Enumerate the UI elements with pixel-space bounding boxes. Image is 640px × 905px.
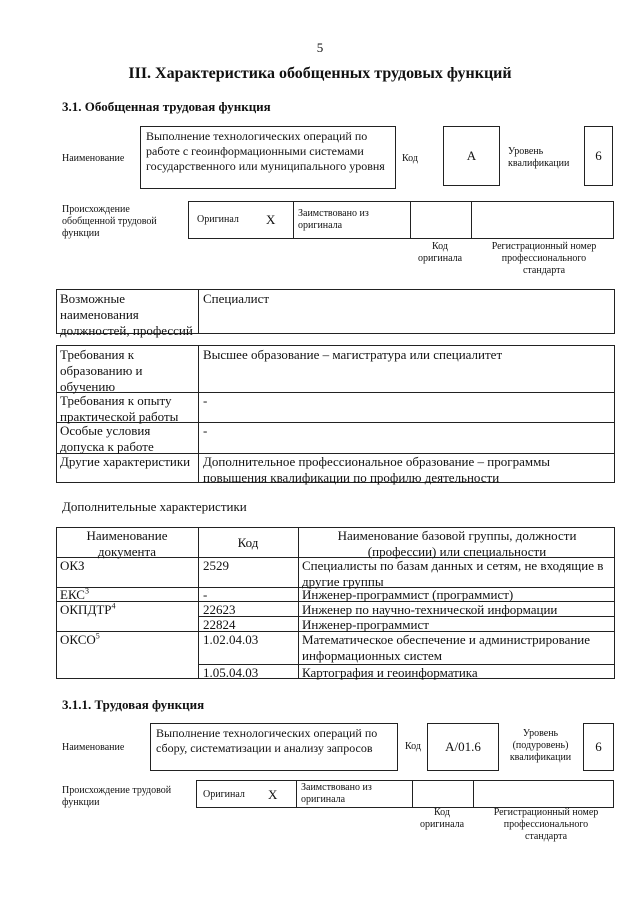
tf-original-mark: X — [268, 787, 278, 802]
table-row-code: 1.05.04.03 — [203, 665, 259, 680]
req-admission-value: - — [203, 423, 208, 438]
tf-name-box — [150, 723, 398, 771]
table-row-name: Инженер-программист — [302, 617, 429, 632]
table-row-doc: ЕКС$^3$ — [60, 586, 89, 602]
section-title: III. Характеристика обобщенных трудовых функций — [128, 65, 512, 82]
table-row-name: Картография и геоинформатика — [302, 665, 478, 680]
gtf-borrowed-label: Заимствовано из оригинала — [298, 208, 369, 231]
tf-code-value: A/01.6 — [445, 739, 481, 754]
positions-label: Возможные наименования должностей, профессий — [60, 291, 193, 338]
gtf-name-box — [140, 126, 396, 189]
col-doc-header: Наименование документа — [86, 528, 168, 559]
table-row-name: Специалисты по базам данных и сетям, не входящие в другие группы — [302, 558, 604, 589]
table-row-name: Математическое обеспечение и администрирование информационных систем — [302, 632, 591, 663]
req-education-label: Требования к образованию и обучению — [60, 347, 143, 394]
gtf-code-label: Код — [402, 153, 418, 164]
table-row-code: 1.02.04.03 — [203, 632, 259, 647]
table-row-code: - — [203, 587, 208, 602]
gtf-level-label: Уровень квалификации — [508, 146, 570, 169]
tf-code-original-label: Код оригинала — [419, 807, 465, 830]
tf-level-value: 6 — [595, 739, 602, 754]
tf-level-label: Уровень (подуровень) квалификации — [509, 728, 572, 763]
req-other-value: Дополнительное профессиональное образование – программы повышения квалификации по профилю деятельности — [203, 454, 551, 485]
req-experience-label: Требования к опыту практической работы — [60, 393, 179, 424]
table-row-code: 22623 — [203, 602, 236, 617]
tf-name-value: Выполнение технологических операций по сбору, систематизации и анализу запросов — [156, 726, 378, 755]
req-other-label: Другие характеристики — [60, 454, 191, 469]
col-code-header: Код — [237, 535, 259, 550]
gtf-code-original-label: Код оригинала — [417, 241, 463, 264]
tf-original-label: Оригинал — [203, 789, 245, 800]
table-row-doc: ОКЗ — [60, 558, 85, 573]
gtf-level-box — [584, 126, 613, 186]
gtf-original-label: Оригинал — [197, 214, 239, 225]
gtf-code-value: A — [466, 148, 477, 163]
table-row-code: 22824 — [203, 617, 236, 632]
gtf-original-mark: X — [266, 212, 276, 227]
req-admission-label: Особые условия допуска к работе — [60, 423, 154, 454]
tf-level-box — [583, 723, 614, 771]
tf-code-box — [427, 723, 499, 771]
tf-reg-number-label: Регистрационный номер профессионального стандарта — [493, 807, 599, 842]
table-row-doc: ОКПДТР$^4$ — [60, 601, 116, 617]
table-row-name: Инженер-программист (программист) — [302, 587, 514, 602]
additional-heading: Дополнительные характеристики — [62, 499, 247, 514]
gtf-name-label: Наименование — [62, 153, 125, 164]
positions-value: Специалист — [203, 291, 270, 306]
tf-origin-label: Происхождение трудовой функции — [62, 785, 172, 808]
req-education-value: Высшее образование – магистратура или специалитет — [203, 347, 503, 362]
gtf-level-value: 6 — [595, 148, 602, 163]
req-experience-value: - — [203, 393, 208, 408]
page-number: 5 — [316, 40, 324, 55]
gtf-origin-label: Происхождение обобщенной трудовой функции — [62, 204, 157, 239]
tf-borrowed-label: Заимствовано из оригинала — [301, 782, 372, 805]
col-name-header: Наименование базовой группы, должности (профессии) или специальности — [337, 528, 577, 559]
table-row-name: Инженер по научно-технической информации — [302, 602, 558, 617]
tf-code-label: Код — [405, 741, 421, 752]
table-row-code: 2529 — [203, 558, 229, 573]
gtf-reg-number-label: Регистрационный номер профессионального стандарта — [491, 241, 597, 276]
table-row-doc: ОКСО$^5$ — [60, 631, 100, 647]
tf-heading: 3.1.1. Трудовая функция — [62, 697, 205, 712]
tf-name-label: Наименование — [62, 742, 125, 753]
gtf-heading: 3.1. Обобщенная трудовая функция — [62, 99, 271, 114]
gtf-name-value: Выполнение технологических операций по работе с геоинформационными системами государственного или муниципального уровня — [146, 129, 385, 173]
gtf-code-box — [443, 126, 500, 186]
